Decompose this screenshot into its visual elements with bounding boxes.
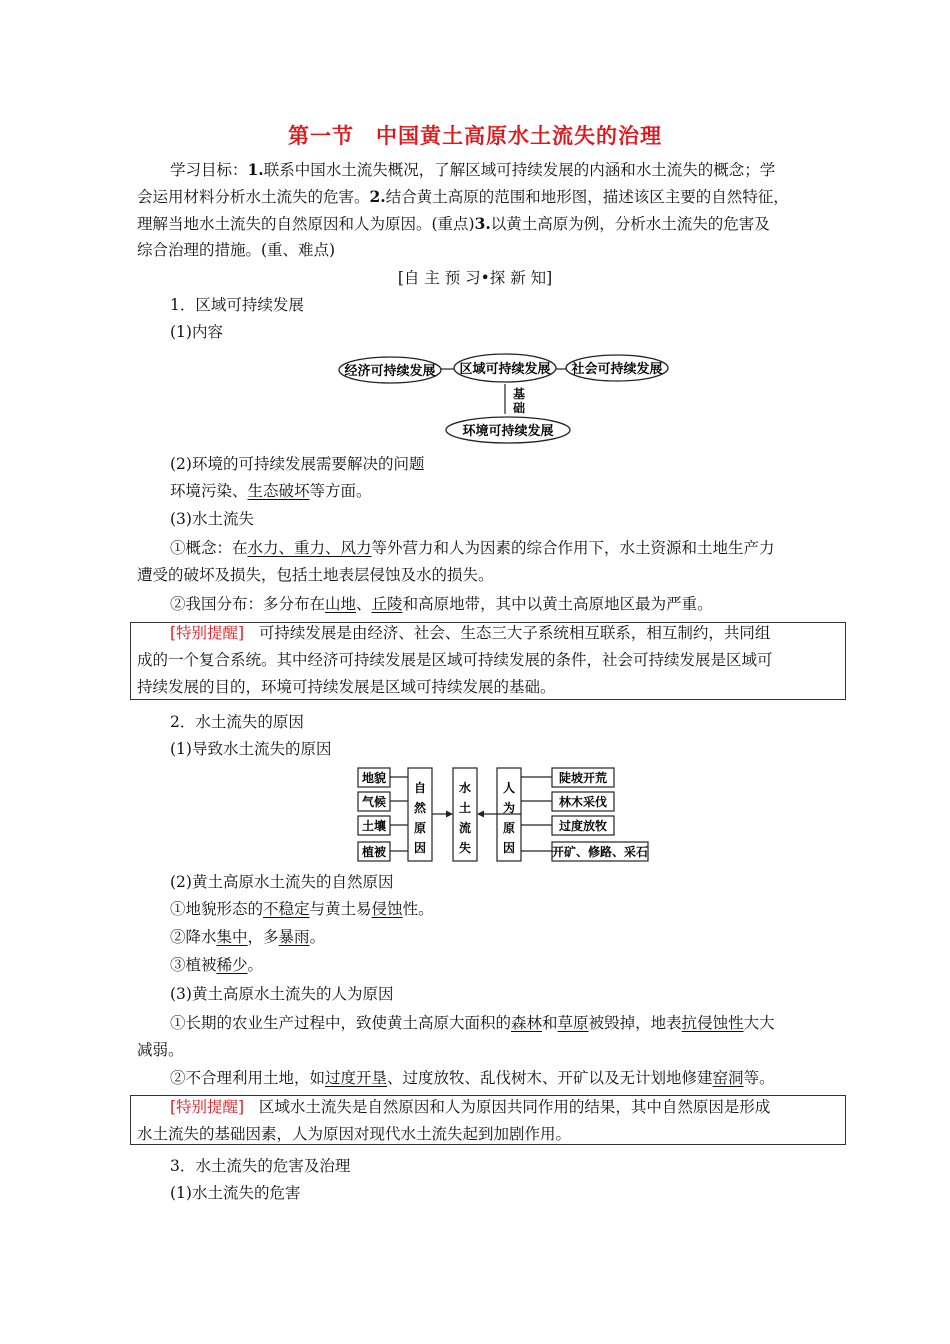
environment-issues: 环境污染、生态破坏等方面。 bbox=[170, 482, 372, 500]
section-1-sub-3: (3)水土流失 bbox=[170, 510, 254, 528]
distribution-line: ②我国分布：多分布在山地、丘陵和高原地带，其中以黄土高原地区最为严重。 bbox=[170, 595, 713, 613]
regional-label: 区域可持续发展 bbox=[459, 362, 551, 377]
basis-label-1: 基 bbox=[513, 387, 526, 401]
tip-1-tag: [特别提醒] bbox=[170, 624, 245, 642]
sustainable-development-diagram bbox=[330, 350, 680, 446]
cause-overgrazing: 过度放牧 bbox=[558, 819, 608, 833]
page-title: 第一节 中国黄土高原水土流失的治理 bbox=[288, 123, 662, 148]
svg-text:然: 然 bbox=[413, 801, 427, 815]
preview-heading: [自 主 预 习•探 新 知] bbox=[397, 269, 553, 287]
cause-logging: 林木采伐 bbox=[558, 795, 608, 809]
concept-line-2: 遭受的破坏及损失，包括土地表层侵蚀及水的损失。 bbox=[137, 566, 494, 584]
arrow-left-head bbox=[477, 811, 484, 818]
concept-line-1: ①概念：在水力、重力、风力等外营力和人为因素的综合作用下，水土资源和土地生产力 bbox=[170, 539, 775, 557]
svg-text:因: 因 bbox=[502, 841, 516, 855]
social-label: 社会可持续发展 bbox=[571, 362, 663, 377]
section-2-sub-1: (1)导致水土流失的原因 bbox=[170, 740, 332, 758]
tip-1-line-3: 持续发展的目的，环境可持续发展是区域可持续发展的基础。 bbox=[137, 678, 556, 696]
section-3-heading: 3．水土流失的危害及治理 bbox=[170, 1157, 351, 1175]
cause-climate: 气候 bbox=[361, 795, 387, 809]
natural-cause-1: ①地貌形态的不稳定与黄土易侵蚀性。 bbox=[170, 900, 434, 918]
section-1-sub-2: (2)环境的可持续发展需要解决的问题 bbox=[170, 455, 425, 473]
environment-label: 环境可持续发展 bbox=[462, 424, 554, 439]
human-cause-2: ②不合理利用土地，如过度开垦、过度放牧、乱伐树木、开矿以及无计划地修建窑洞等。 bbox=[170, 1069, 775, 1087]
svg-text:人: 人 bbox=[502, 781, 516, 795]
svg-text:水: 水 bbox=[458, 781, 472, 795]
svg-text:原: 原 bbox=[502, 821, 516, 835]
svg-text:失: 失 bbox=[458, 841, 472, 855]
section-2-sub-3: (3)黄土高原水土流失的人为原因 bbox=[170, 985, 394, 1003]
cause-steep-slope: 陡坡开荒 bbox=[558, 771, 608, 785]
tip-1-line-1: [特别提醒] 可持续发展是由经济、社会、生态三大子系统相互联系，相互制约，共同组 bbox=[170, 624, 771, 642]
goals-line-3: 理解当地水土流失的自然原因和人为原因。(重点)3.以黄土高原为例，分析水土流失的危害及 bbox=[137, 214, 770, 233]
goals-line-2: 会运用材料分析水土流失的危害。2.结合黄土高原的范围和地形图，描述该区主要的自然特征， bbox=[137, 187, 789, 206]
tip-2-tag: [特别提醒] bbox=[170, 1098, 245, 1116]
svg-text:原: 原 bbox=[413, 821, 427, 835]
goals-line-4: 综合治理的措施。(重、难点) bbox=[137, 241, 336, 259]
section-1-sub-1: (1)内容 bbox=[170, 323, 223, 341]
svg-text:自: 自 bbox=[413, 781, 427, 795]
svg-text:因: 因 bbox=[413, 841, 427, 855]
arrow-right-head bbox=[446, 811, 453, 818]
soil-erosion-causes-diagram bbox=[356, 766, 652, 864]
section-3-sub-1: (1)水土流失的危害 bbox=[170, 1184, 301, 1202]
cause-soil: 土壤 bbox=[361, 819, 387, 833]
goals-label: 学习目标： bbox=[170, 161, 248, 179]
economic-label: 经济可持续发展 bbox=[344, 364, 436, 379]
natural-cause-3: ③植被稀少。 bbox=[170, 956, 264, 974]
goals-line-1: 学习目标：1.联系中国水土流失概况，了解区域可持续发展的内涵和水土流失的概念；学 bbox=[170, 160, 776, 179]
human-cause-1-line-1: ①长期的农业生产过程中，致使黄土高原大面积的森林和草原被毁掉，地表抗侵蚀性大大 bbox=[170, 1014, 775, 1032]
natural-cause-2: ②降水集中，多暴雨。 bbox=[170, 928, 326, 946]
section-2-sub-2: (2)黄土高原水土流失的自然原因 bbox=[170, 873, 394, 891]
tip-2-line-2: 水土流失的基础因素，人为原因对现代水土流失起到加剧作用。 bbox=[137, 1125, 572, 1143]
svg-text:流: 流 bbox=[458, 821, 472, 835]
cause-mining: 开矿、修路、采石 bbox=[551, 845, 649, 859]
svg-text:为: 为 bbox=[502, 801, 516, 815]
tip-1-line-2: 成的一个复合系统。其中经济可持续发展是区域可持续发展的条件，社会可持续发展是区域可 bbox=[137, 651, 773, 669]
human-cause-1-line-2: 减弱。 bbox=[137, 1041, 184, 1059]
section-2-heading: 2．水土流失的原因 bbox=[170, 713, 304, 731]
cause-vegetation: 植被 bbox=[361, 845, 387, 859]
cause-landform: 地貌 bbox=[361, 771, 387, 785]
basis-label-2: 础 bbox=[513, 401, 526, 415]
section-1-heading: 1．区域可持续发展 bbox=[170, 296, 304, 314]
tip-2-line-1: [特别提醒] 区域水土流失是自然原因和人为原因共同作用的结果，其中自然原因是形成 bbox=[170, 1098, 771, 1116]
svg-text:土: 土 bbox=[458, 801, 472, 815]
